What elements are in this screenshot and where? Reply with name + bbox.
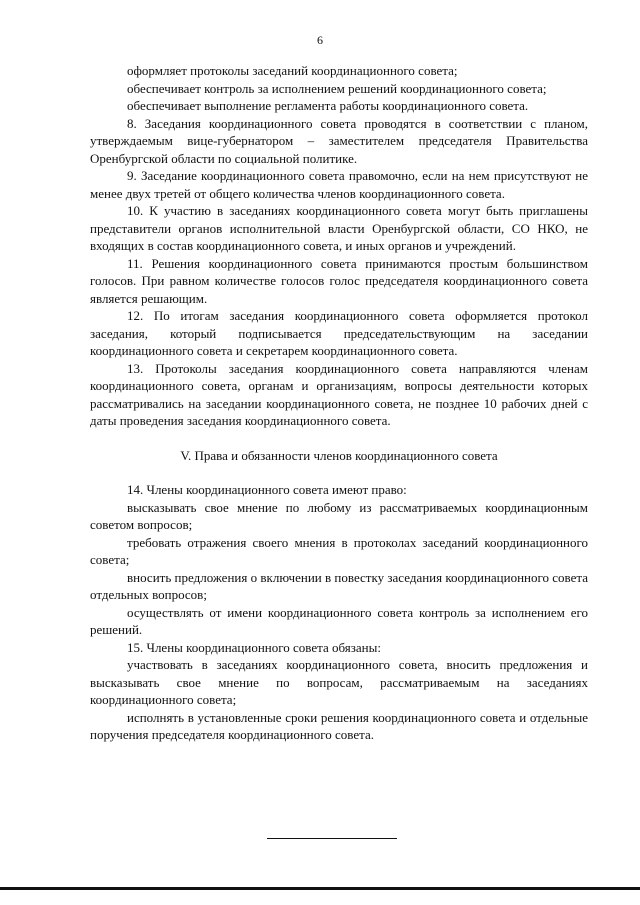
scan-bottom-edge bbox=[0, 887, 640, 890]
paragraph: осуществлять от имени координационного совета контроль за исполнением его решений. bbox=[90, 604, 588, 637]
paragraph: высказывать свое мнение по любому из рассматриваемых координационным советом вопросов; bbox=[90, 499, 588, 532]
paragraph: участвовать в заседаниях координационного совета, вносить предложения и высказывать свое мнение по вопросам, рассматриваемым на заседаниях координационного совета; bbox=[90, 657, 588, 707]
document-body bbox=[90, 62, 588, 744]
paragraph: обеспечивает выполнение регламента работы координационного совета. bbox=[127, 98, 529, 113]
paragraph: исполнять в установленные сроки решения координационного совета и отдельные поручения председателя координационного совета. bbox=[90, 709, 588, 742]
paragraph: 12. По итогам заседания координационного совета оформляется протокол заседания, который подписывается председательствующим на заседании координационного совета и секретарем координационного совета. bbox=[90, 308, 588, 358]
paragraph: 13. Протоколы заседания координационного совета направляются членам координационного совета, органам и организациям, вопросы деятельности которых рассматривались на заседании координационного совета, не позднее 10 рабочих дней с даты проведения заседания координационного совета. bbox=[90, 360, 588, 428]
paragraph: оформляет протоколы заседаний координационного совета; bbox=[127, 63, 458, 78]
paragraph: 14. Члены координационного совета имеют право: bbox=[127, 482, 407, 497]
paragraph: 10. К участию в заседаниях координационного совета могут быть приглашены представители органов исполнительной власти Оренбургской области, СО НКО, не входящих в состав координационного совета, и иных органов и учреждений. bbox=[90, 203, 588, 253]
paragraph: 11. Решения координационного совета принимаются простым большинством голосов. При равном количестве голосов голос председателя координационного совета является решающим. bbox=[90, 255, 588, 306]
section-heading: V. Права и обязанности членов координационного совета bbox=[180, 447, 498, 463]
paragraph: обеспечивает контроль за исполнением решений координационного совета; bbox=[127, 80, 547, 96]
paragraph: вносить предложения о включении в повестку заседания координационного совета отдельных вопросов; bbox=[90, 569, 588, 602]
end-rule bbox=[267, 838, 397, 839]
paragraph: 9. Заседание координационного совета правомочно, если на нем присутствуют не менее двух третей от общего количества членов координационного совета. bbox=[90, 168, 588, 201]
paragraph: 15. Члены координационного совета обязаны: bbox=[127, 639, 381, 655]
paragraph: требовать отражения своего мнения в протоколах заседаний координационного совета; bbox=[90, 534, 588, 567]
paragraph: 8. Заседания координационного совета проводятся в соответствии с планом, утверждаемым вице-губернатором – заместителем председателя Правительства Оренбургской области по социальной политике. bbox=[90, 115, 588, 166]
page-number: 6 bbox=[317, 33, 323, 47]
